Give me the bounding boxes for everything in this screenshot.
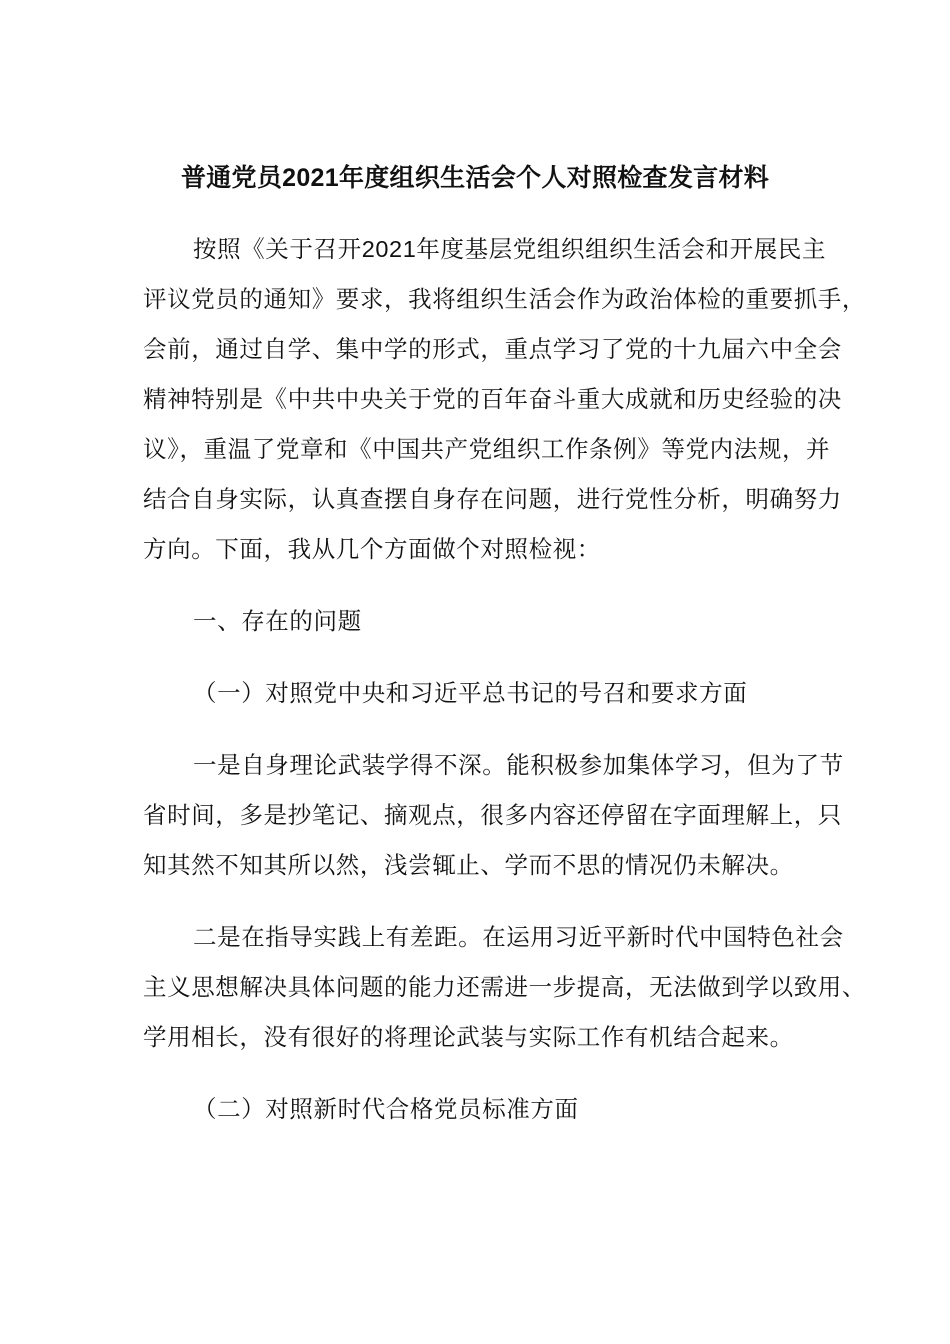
text-line: 方向。下面，我从几个方面做个对照检视： [143, 536, 601, 562]
body-paragraph [143, 740, 844, 890]
text-line: 二是在指导实践上有差距。在运用习近平新时代中国特色社会 [193, 924, 844, 950]
text-line: 省时间，多是抄笔记、摘观点，很多内容还停留在字面理解上，只 [143, 802, 842, 828]
subsection-heading [143, 668, 823, 718]
text-line: 评议党员的通知》要求，我将组织生活会作为政治体检的重要抓手， [143, 286, 866, 312]
body-paragraph [143, 912, 866, 1062]
text-line: 按照《关于召开2021年度基层党组织组织生活会和开展民主 [193, 236, 827, 262]
text-line: 学用相长，没有很好的将理论武装与实际工作有机结合起来。 [143, 1024, 794, 1050]
document-title: 普通党员2021年度组织生活会个人对照检查发言材料 [180, 164, 770, 192]
subsection-heading [143, 1084, 823, 1134]
body-paragraph [143, 224, 866, 574]
document-body [143, 224, 866, 1156]
text-line: 结合自身实际，认真查摆自身存在问题，进行党性分析，明确努力 [143, 486, 842, 512]
text-line: 主义思想解决具体问题的能力还需进一步提高，无法做到学以致用、 [143, 974, 866, 1000]
text-line: 一、存在的问题 [193, 608, 362, 634]
section-heading [143, 596, 823, 646]
text-line: 会前，通过自学、集中学的形式，重点学习了党的十九届六中全会 [143, 336, 842, 362]
text-line: （一）对照党中央和习近平总书记的号召和要求方面 [193, 680, 748, 706]
text-line: （二）对照新时代合格党员标准方面 [193, 1096, 579, 1122]
text-line: 精神特别是《中共中央关于党的百年奋斗重大成就和历史经验的决 [143, 386, 842, 412]
text-line: 知其然不知其所以然，浅尝辄止、学而不思的情况仍未解决。 [143, 852, 794, 878]
text-line: 议》，重温了党章和《中国共产党组织工作条例》等党内法规，并 [143, 436, 831, 462]
text-line: 一是自身理论武装学得不深。能积极参加集体学习，但为了节 [193, 752, 844, 778]
